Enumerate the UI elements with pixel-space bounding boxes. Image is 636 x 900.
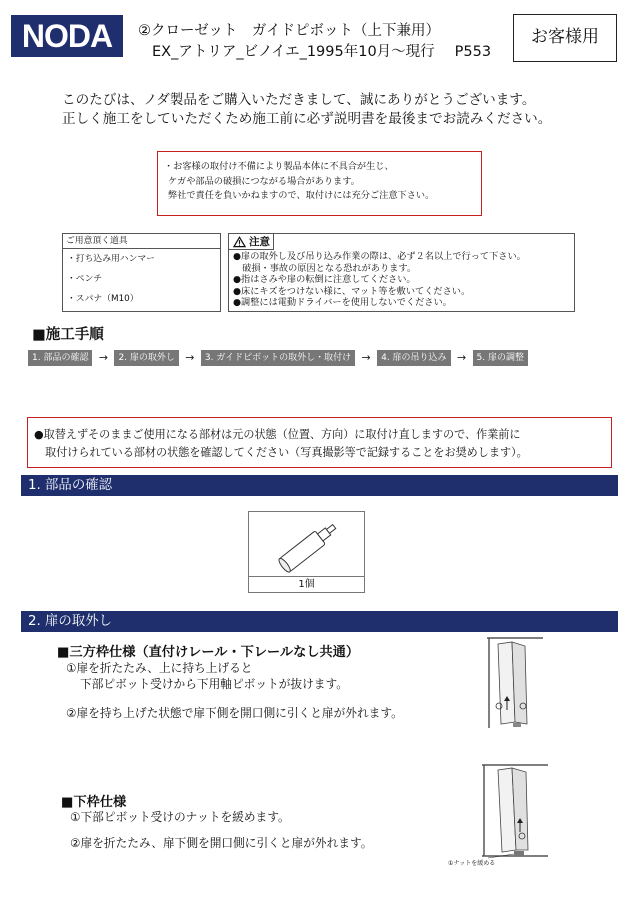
caution-header bbox=[229, 234, 274, 250]
three-side-frame-heading: ■三方枠仕様（直付けレール・下レールなし共通） bbox=[57, 645, 360, 660]
caution-line: 破損・事故の原因となる恐れがあります。 bbox=[233, 262, 417, 274]
step-text: ②扉を折たたみ、扉下側を開口側に引くと扉が外れます。 bbox=[70, 836, 373, 850]
pivot-part-image bbox=[249, 512, 364, 577]
bottom-frame-door-illustration bbox=[478, 762, 550, 862]
step-text: ①下部ピボット受けのナットを緩めます。 bbox=[70, 810, 290, 824]
guide-pivot-icon bbox=[249, 512, 364, 577]
step-text: ②扉を持ち上げた状態で扉下側を開口側に引くと扉が外れます。 bbox=[66, 706, 403, 720]
step-text: 下部ピボット受けから下用軸ピボットが抜けます。 bbox=[80, 677, 348, 691]
section-parts-check: 1. 部品の確認 bbox=[21, 475, 618, 496]
tool-item: ・スパナ（M10） bbox=[67, 294, 139, 304]
tools-header: ご用意頂く道具 bbox=[63, 234, 220, 249]
caution-body bbox=[229, 250, 574, 310]
step-pivot-replace: 3. ガイドピボットの取外し・取付け bbox=[201, 350, 355, 366]
intro-line: 正しく施工をしていただくため施工前に必ず説明書を最後までお読みください。 bbox=[62, 111, 552, 127]
figure-caption: ①ナットを緩める bbox=[448, 860, 496, 867]
procedure-steps bbox=[28, 349, 528, 366]
caution-line: ●床にキズをつけない様に、マット等を敷いてください。 bbox=[233, 285, 471, 297]
notice-box bbox=[27, 417, 612, 468]
caution-line: ●調整には電動ドライバーを使用しないでください。 bbox=[233, 297, 452, 309]
document-subtitle bbox=[152, 40, 491, 61]
model-range: EX_アトリア_ビノイエ_1995年10月～現行 bbox=[152, 44, 435, 60]
notice-line: ●取替えずそのままご使用になる部材は元の状態（位置、方向）に取付け直しますので、作業前に bbox=[34, 428, 521, 441]
warning-line: ケガや部品の破損につながる場合があります。 bbox=[168, 175, 360, 187]
arrow-icon: → bbox=[361, 351, 371, 364]
notice-line: 取付けられている部材の状態を確認してください（写真撮影等で記録することをお奨めします）。 bbox=[34, 446, 528, 459]
tool-item: ・ペンチ bbox=[67, 274, 103, 284]
tools-box bbox=[62, 233, 221, 312]
step-door-removal: 2. 扉の取外し bbox=[114, 350, 178, 366]
part-box bbox=[248, 511, 365, 593]
step-door-adjust: 5. 扉の調整 bbox=[473, 350, 528, 366]
page-code: P553 bbox=[454, 44, 492, 60]
procedure-heading: ■施工手順 bbox=[32, 327, 104, 343]
step-text: ①扉を折たたみ、上に持ち上げると bbox=[66, 661, 253, 675]
warning-triangle-icon bbox=[233, 236, 246, 248]
section-door-removal: 2. 扉の取外し bbox=[21, 611, 618, 632]
nut-loosen-figure bbox=[448, 762, 550, 872]
noda-logo: NODA bbox=[11, 15, 123, 57]
door-lift-figure bbox=[485, 636, 545, 731]
step-door-hanging: 4. 扉の吊り込み bbox=[377, 350, 450, 366]
caution-line: ●指はさみや扉の転倒に注意してください。 bbox=[233, 274, 416, 286]
folding-door-illustration bbox=[485, 636, 545, 731]
step-parts-check: 1. 部品の確認 bbox=[28, 350, 92, 366]
warning-line: ・お客様の取付け不備により製品本体に不具合が生じ、 bbox=[164, 161, 394, 172]
caution-title: 注意 bbox=[249, 236, 270, 248]
caution-line: ●扉の取外し及び吊り込み作業の際は、必ず２名以上で行って下さい。 bbox=[233, 251, 526, 262]
warning-line: 弊社で責任を負いかねますので、取付けには充分ご注意下さい。 bbox=[168, 190, 435, 201]
warning-box bbox=[157, 151, 482, 216]
part-count: 1個 bbox=[298, 579, 315, 590]
bottom-frame-heading: ■下枠仕様 bbox=[61, 795, 127, 810]
document-title: ②クローゼット ガイドピボット（上下兼用） bbox=[138, 23, 440, 39]
tool-item: ・打ち込み用ハンマー bbox=[67, 254, 155, 264]
arrow-icon: → bbox=[98, 351, 109, 364]
arrow-icon: → bbox=[185, 351, 195, 364]
caution-box bbox=[228, 233, 575, 312]
intro-line: このたびは、ノダ製品をご購入いただきまして、誠にありがとうございます。 bbox=[62, 92, 536, 108]
intro-text bbox=[62, 91, 551, 129]
tools-list bbox=[63, 249, 220, 315]
customer-label: お客様用 bbox=[513, 14, 617, 62]
arrow-icon: → bbox=[456, 351, 467, 364]
